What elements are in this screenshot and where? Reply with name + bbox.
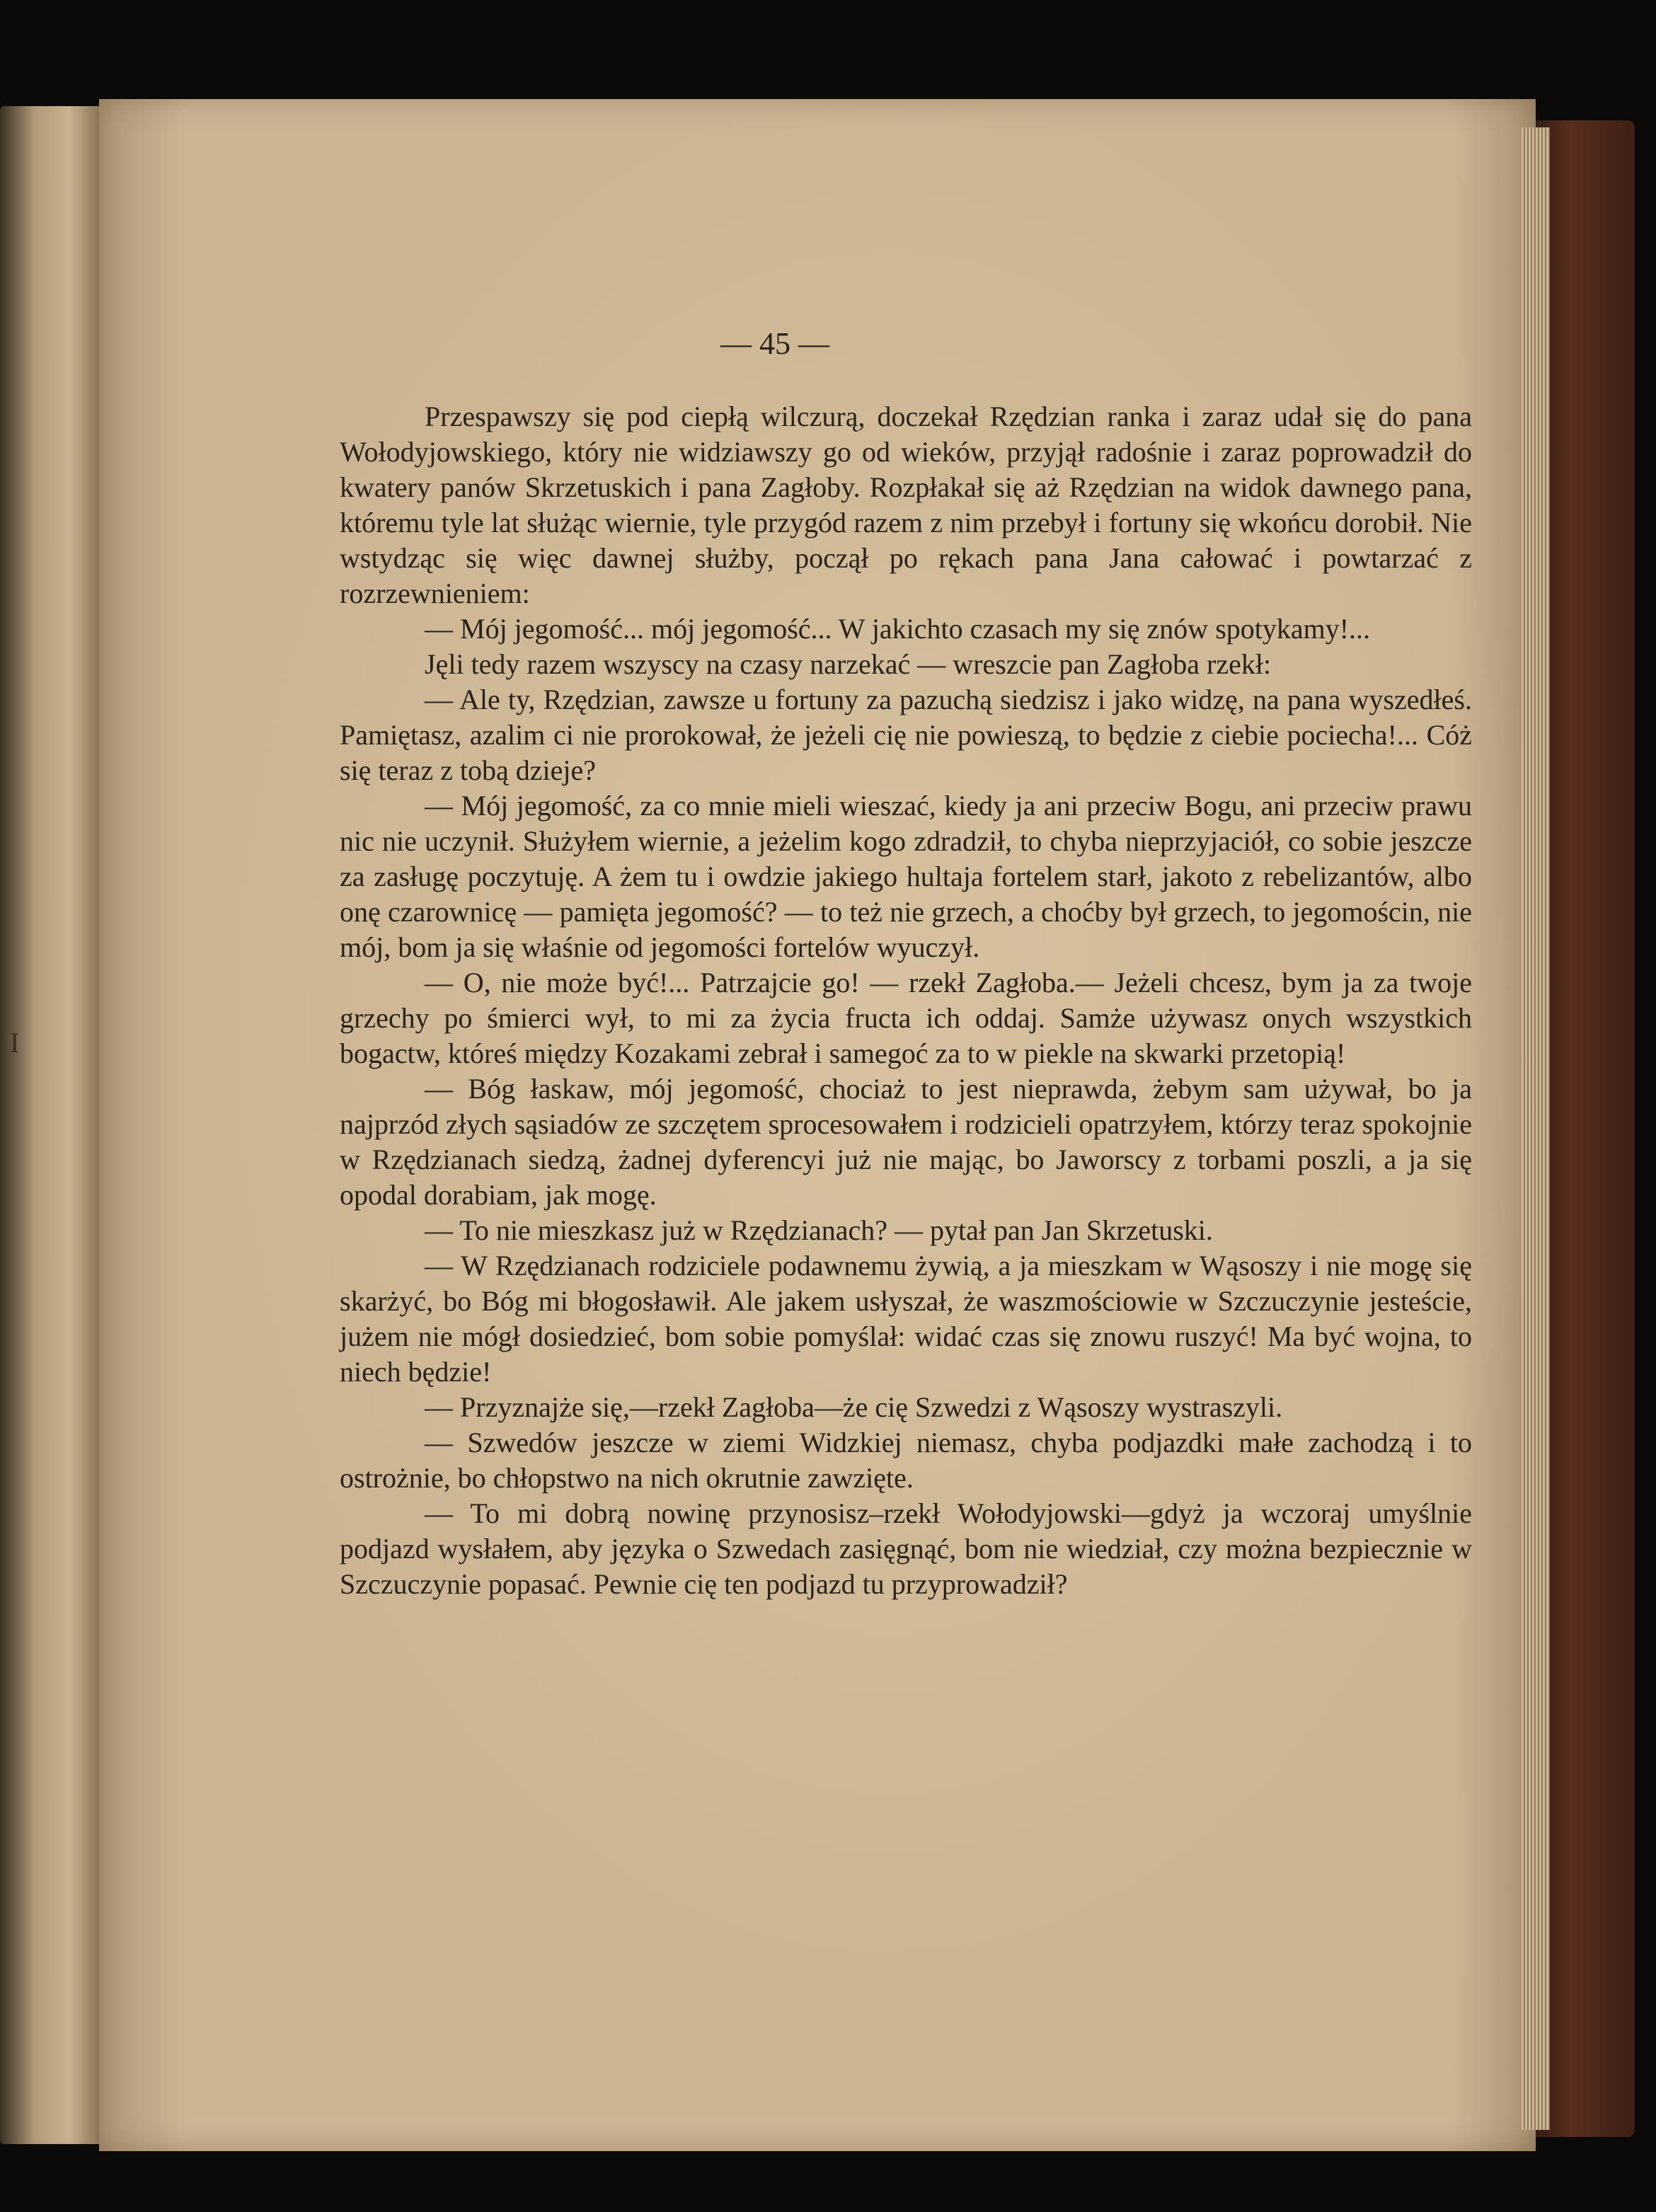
page-stack-edges [1522, 127, 1550, 2130]
previous-page-edge [0, 106, 99, 2144]
paragraph: — Bóg łaskaw, mój jegomość, chociaż to jest nieprawda, żebym sam używał, bo ja najprzód złych sąsiadów ze szczętem sprocesowałem i rodzicieli opatrzyłem, którzy teraz spokojnie w Rzędzianach siedzą, żadnej dyferencyi już nie mając, bo Jaworscy z torbami poszli, a ja się opodal dorabiam, jak mogę. [340, 1073, 1472, 1211]
paragraph: — Szwedów jeszcze w ziemi Widzkiej niemasz, chyba podjazdki małe zachodzą i to ostrożnie, bo chłopstwo na nich okrutnie zawzięte. [340, 1427, 1472, 1494]
book-page [99, 99, 1536, 2151]
paragraph: — O, nie może być!... Patrzajcie go! — rzekł Zagłoba.— Jeżeli chcesz, bym ja za twoje grzechy po śmierci wył, to mi za życia fructa ich oddaj. Samże używasz onych wszystkich bogactw, któreś między Kozakami zebrał i samegoć za to w piekle na skwarki przetopią! [340, 967, 1472, 1069]
paragraph: Jęli tedy razem wszyscy na czasy narzekać — wreszcie pan Zagłoba rzekł: [425, 648, 1272, 680]
page-text [340, 399, 1472, 1602]
paragraph: — Mój jegomość... mój jegomość... W jakichto czasach my się znów spotykamy!... [425, 613, 1371, 645]
paragraph: — Mój jegomość, za co mnie mieli wieszać, kiedy ja ani przeciw Bogu, ani przeciw prawu nic nie uczynił. Służyłem wiernie, a jeżelim kogo zdradził, to chyba nieprzyjaciół, co sobie jeszcze za zasługę poczytuję. A żem tu i owdzie jakiego hultaja fortelem starł, jakoto z rebelizantów, albo onę czarownicę — pamięta jegomość? — to też nie grzech, a choćby był grzech, to jegomościn, nie mój, bom ja się właśnie od jegomości fortelów wyuczył. [340, 790, 1472, 963]
paragraph: — Ale ty, Rzędzian, zawsze u fortuny za pazuchą siedzisz i jako widzę, na pana wyszedłeś. Pamiętasz, azalim ci nie prorokował, że jeżeli cię nie powieszą, to będzie z ciebie pociecha!... Cóż się teraz z tobą dzieje? [340, 684, 1472, 786]
paragraph: — To mi dobrą nowinę przynosisz–rzekł Wołodyjowski—gdyż ja wczoraj umyślnie podjazd wysłałem, aby języka o Szwedach zasięgnąć, bom nie wiedział, czy można bezpiecznie w Szczuczynie popasać. Pewnie cię ten podjazd tu przyprowadził? [340, 1497, 1472, 1600]
paragraph: — To nie mieszkasz już w Rzędzianach? — pytał pan Jan Skrzetuski. [425, 1214, 1213, 1246]
margin-mark: I [10, 1027, 20, 1059]
paragraph: Przespawszy się pod ciepłą wilczurą, doczekał Rzędzian ranka i zaraz udał się do pana Wołodyjowskiego, który nie widziawszy go od wieków, przyjął radośnie i zaraz poprowadził do kwatery panów Skrzetuskich i pana Zagłoby. Rozpłakał się aż Rzędzian na widok dawnego pana, któremu tyle lat służąc wiernie, tyle przygód razem z nim przebył i fortuny się wkońcu dorobił. Nie wstydząc się więc dawnej służby, począł po rękach pana Jana całować i powtarzać z rozrzewnieniem: [340, 401, 1472, 609]
paragraph: — Przyznajże się,—rzekł Zagłoba—że cię Szwedzi z Wąsoszy wystraszyli. [425, 1391, 1283, 1423]
page-number: — 45 — [720, 326, 829, 361]
paragraph: — W Rzędzianach rodziciele podawnemu żywią, a ja mieszkam w Wąsoszy i nie mogę się skarżyć, bo Bóg mi błogosławił. Ale jakem usłyszał, że waszmościowie w Szczuczynie jesteście, jużem nie mógł dosiedzieć, bom sobie pomyślał: widać czas się znowu ruszyć! Ma być wojna, to niech będzie! [340, 1250, 1472, 1388]
